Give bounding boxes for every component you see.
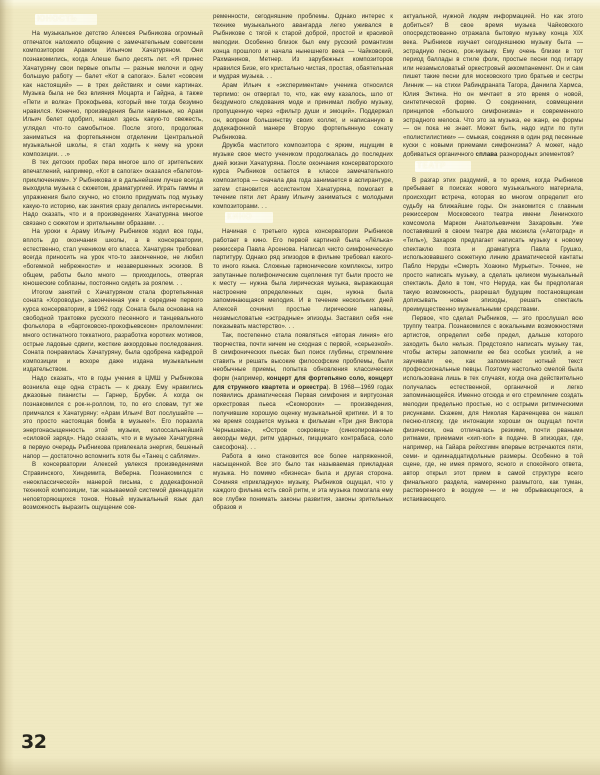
body-paragraph: В консерватории Алексей увлекся произведениями Стравинского, Хиндемита, Веберна. Познакомился с «неоклассической» манерой письма, с додекафонной техникой композиции, так называемой системой двенадцати неповторяющихся тонов. Новый музыкальный язык дал возможность выразить ощущение сов- [23,461,203,512]
body-paragraph: В тех детских пробах пера многое шло от зрительских впечатлений, например, «Кот в сапогах» оказался «балетом-приключением». У Рыбникова и в дальнейшем лучше всегда выходила музыка с сюжетом, драматургией. Играть гаммы и упражнения было скучно, но стоило придумать под музыку какую-то историю, как занятия сразу делались интересными. Надо сказать, что и в произведениях Хачатуряна многое связано с сюжетом и зрительными образами. . . [23,159,203,227]
body-paragraph: Дружба маститого композитора с ярким, ищущим в музыке свое место учеником продолжалась до последних дней жизни Хачатуряна. После окончания консерваторского курса Рыбников остается в классе замечательного композитора — сначала два года занимается в аспирантуре, затем становится ассистентом Хачатуряна, помогает в течение пяти лет Араму Ильичу заниматься с молодыми композиторами. . . [213,142,393,210]
body-paragraph: Так, постепенно стала появляться «вторая линия» его творчества, почти ничем не сходная с первой, «серьезной». В симфонических пьесах был поиск глубины, стремление ставить и решать высокие философские проблемы, были необычные приемы, попытка обновления классических форм (например, концерт для фортепьяно соло, концерт для струнного квартета и оркестра). В 1968—1969 годах появились драматическая Первая симфония и виртуозная оркестровая пьеса «Скоморохи» — произведения, получившие хорошую оценку музыкальной критики. И в то же время создается музыка к фильмам «Три дня Виктора Чернышева», «Остров сокровищ» (синкопированные аккорды меди, ритм ударных, пиццикато контрабаса, соло саксофона). . . [213,331,394,451]
column-2-body [213,13,393,513]
page-number: 32 [21,731,47,753]
scan-edge-left [0,0,14,775]
section-heading-label: ЮНОСТЬ [37,14,78,23]
body-paragraph: ременности, сегодняшние проблемы. Однако интерес к технике музыкального авангарда легко уживался в Рыбникове с тягой к старой доброй, простой и красивой мелодии. Особенно близок был ему русский романтизм конца прошлого и начала нынешнего века — Чайковский, Рахманинов, Метнер. Из зарубежных композиторов нравился Бизе, его кристально чистая, простая, обаятельная и мудрая музыка. . . [213,13,393,81]
column-3-body [403,13,583,504]
text-columns [23,13,585,765]
body-paragraph: Начиная с третьего курса консерватории Рыбников работает в кино. Его первой картиной была «Лёлька» режиссера Павла Арсенова. Написал чисто симфоническую партитуру. Однако ряд эпизодов в фильме требовал какого-то иного языка. Сложные гармонические комплексы, хитро запутанные полифонические сцепления тут были просто не к месту — нужна была лирическая музыка, выражающая настроение определенных сцен, нужна была запоминающаяся мелодия. И в течение нескольких дней Алексей сочинил простые лирические напевы, незамысловатые «эстрадные» эпизоды. Заставил себя «не показывать мастерство». . . [213,228,393,331]
section-heading-label: ТЕАТР [417,160,446,170]
section-heading-label: КИНО [227,212,253,222]
body-paragraph: В разгар этих раздумий, в то время, когда Рыбников пребывает в поисках нового музыкального материала, происходит встреча, которая во многом определит его судьбу на ближайшие годы. Он знакомится с главным режиссером Московского театра имени Ленинского комсомола Марком Анатольевичем Захаровым. Уже поставивший в своем театре два мюзикла («Автоград» и «Тиль»), Захаров предлагает написать музыку к новому спектаклю поэта и драматурга Павла Грушко, использовавшего сюжетную линию драматической кантаты Пабло Неруды «Смерть Хоакино Мурьеты». Точнее, не просто написать музыку, а сделать целиком музыкальный спектакль. Дело в том, что Неруда, как бы предполагая такую возможность, разрешал будущим постановщикам дописывать новые эпизоды, решать спектакль преимущественно музыкальными средствами. [403,176,583,313]
section-heading-yunost [23,13,203,26]
body-paragraph: Арам Ильич к «экспериментам» ученика относился терпимо: он отвергал то, что, как ему казалось, шло от бездумного следования моде и принимал любую музыку, пропущенную через «фильтр души и эмоций». Поддержал он, вопреки большинству своих коллег, и написанную в додекафонной манере Вторую фортепьянную сонату Рыбникова. [213,82,393,141]
column-1-body [23,13,203,513]
scan-edge-top [0,0,600,10]
section-heading-kino [213,211,393,224]
section-heading-teatr [403,160,583,173]
column-2 [213,13,393,765]
body-paragraph: На уроки к Араму Ильичу Рыбников ходил все годы, вплоть до окончания школы, а в консерватории, естественно, стал учеником его класса. Хачатурян требовал всегда приносить на урок что-то законченное, не любил «богемной небрежности» и незавершенных эскизов. В общем, работы было много — приходилось, отвергая юношеские соблазны, постоянно сидеть за роялем. . . [23,228,203,288]
body-paragraph: актуальной, нужной людям информацией. Но как этого добиться? В свое время музыка Чайковского опосредствованно отражала бытовую музыку конца XIX века. Рыбников изучает сегодняшнюю музыку быта — эстрадную песню, рок-музыку. Ему очень близки в тот период баллады в стиле фолк, простые песни под гитару или незамысловатый оркестровый аккомпанемент. Он и сам пишет такие песни для московского трио братьев и сестры Линник — на стихи Рабиндраната Тагора, Даниила Хармса, Юлия Энтина. Но он мечтает в это время о новой, синтетической форме. О соединении, совмещении принципов «большого симфонизма» и современного эстрадного мелоса. Что это за музыка, ее жанр, ее формы — он пока не знает. Может быть, надо идти по пути «полистилистики» — смыкая, соединяя в один ряд песенные куски с новыми приемами симфонизма? А может, надо добиваться органичного сплава разнородных элементов? [403,13,583,158]
body-paragraph: Работа в кино становится все более напряженной, насыщенной. Все это было так называемая прикладная музыка. Но помимо «бизнеса» была и другая сторона. Сочиняя «прикладную» музыку, Рыбников ощущал, что у каждого фильма есть свой ритм, и эта музыка помогала ему все глубже понимать законы развития, законы зрительных образов и [213,452,393,512]
body-paragraph: Итогом занятий с Хачатуряном стала фортепьянная соната «Хороводы», законченная уже к середине первого курса консерватории, в 1962 году. Соната была основана на свободной трактовке русского песенного и танцевального фольклора в «бартоковско-прокофьевском» преломлении: много остинатного токкатного, разработка коротких мотивов, острые ладовые сдвиги, жесткие аккордовые последования. Соната понравилась Хачатуряну, была одобрена кафедрой композиции и вскоре даже издана музыкальным издательством. [23,288,203,374]
column-1 [23,13,203,765]
body-paragraph: Первое, что сделал Рыбников, — это прослушал всю труппу театра. Познакомился с вокальными возможностями артистов, определил себе предел, дальше которого заходить было нельзя. Предстояло написать музыку так, чтобы актеры запомнили ее без особых усилий, а не заучивали ее, как запоминают нотный текст профессиональные певцы. Поэтому настолько смелой была использована лишь в тех случаях, когда она действительно получалась естественной, органичной и легко запоминающейся. Именно отсюда и его стремление создать мелодии предельно простые, но с острыми ритмическими рисунками. Скажем, для Николая Караченцева он нашел песню-пляску, где интонации хороши он ощущал почти физически, она отличалась резкими, почти рваными ритмами, приемами «хип-хоп» в подаче. В эпизодах, где, например, на Гайара рейхсгимн впервые встречаются пяти, семи- и одиннадцатидольные размеры. Особенно в той сцене, где, не имея прямого, ясного и спокойного ответа, автор открыл этот прием в самой структуре всего финального раздела, намеренно размытого, как туман, растворенного в воздухе — и не обрывающегося, а истаивающего. [403,314,583,503]
column-3 [403,13,583,765]
body-paragraph: Надо сказать, что в годы учения в ЦМШ у Рыбникова возникла еще одна страсть — к джазу. Ему нравились джазовые пианисты — Гарнер, Брубек. А когда он познакомился с рок-н-роллом, то, по его словам, тут же примчался к Хачатуряну: «Арам Ильич! Вот послушайте — это просто настоящая бомба в музыке!». Его поразила энергонасыщенность этой музыки, колоссальнейший «силовой заряд». Надо сказать, что и в музыке Хачатуряна в первую очередь Рыбникова привлекала энергия, бешеный напор — достаточно вспомнить хотя бы «Танец с саблями». [23,375,203,460]
body-paragraph: На музыкальное детство Алексея Рыбникова огромный отпечаток наложило общение с замечательным советским композитором Арамом Ильичом Хачатуряном. Они познакомились, когда Алеше было десять лет. «Я принес Хачатуряну свои первые опыты — разные мелочи и одну большую работу — балет «Кот в сапогах». Балет «совсем как настоящий» — в трех действиях и семи картинах. Музыка была не без влияния Моцарта и Гайдна, а также «Пети и волка» Прокофьева, который мне тогда безумно нравился. Конечно, произведения были наивные, но Арам Ильич белет одобрил, нашел здесь какую-то свежесть, углядел что-то самобытное. После этого, продолжая заниматься на фортепьянном отделении Центральной музыкальной школы, я стал ходить к нему на уроки композиции. . .» [23,30,203,158]
